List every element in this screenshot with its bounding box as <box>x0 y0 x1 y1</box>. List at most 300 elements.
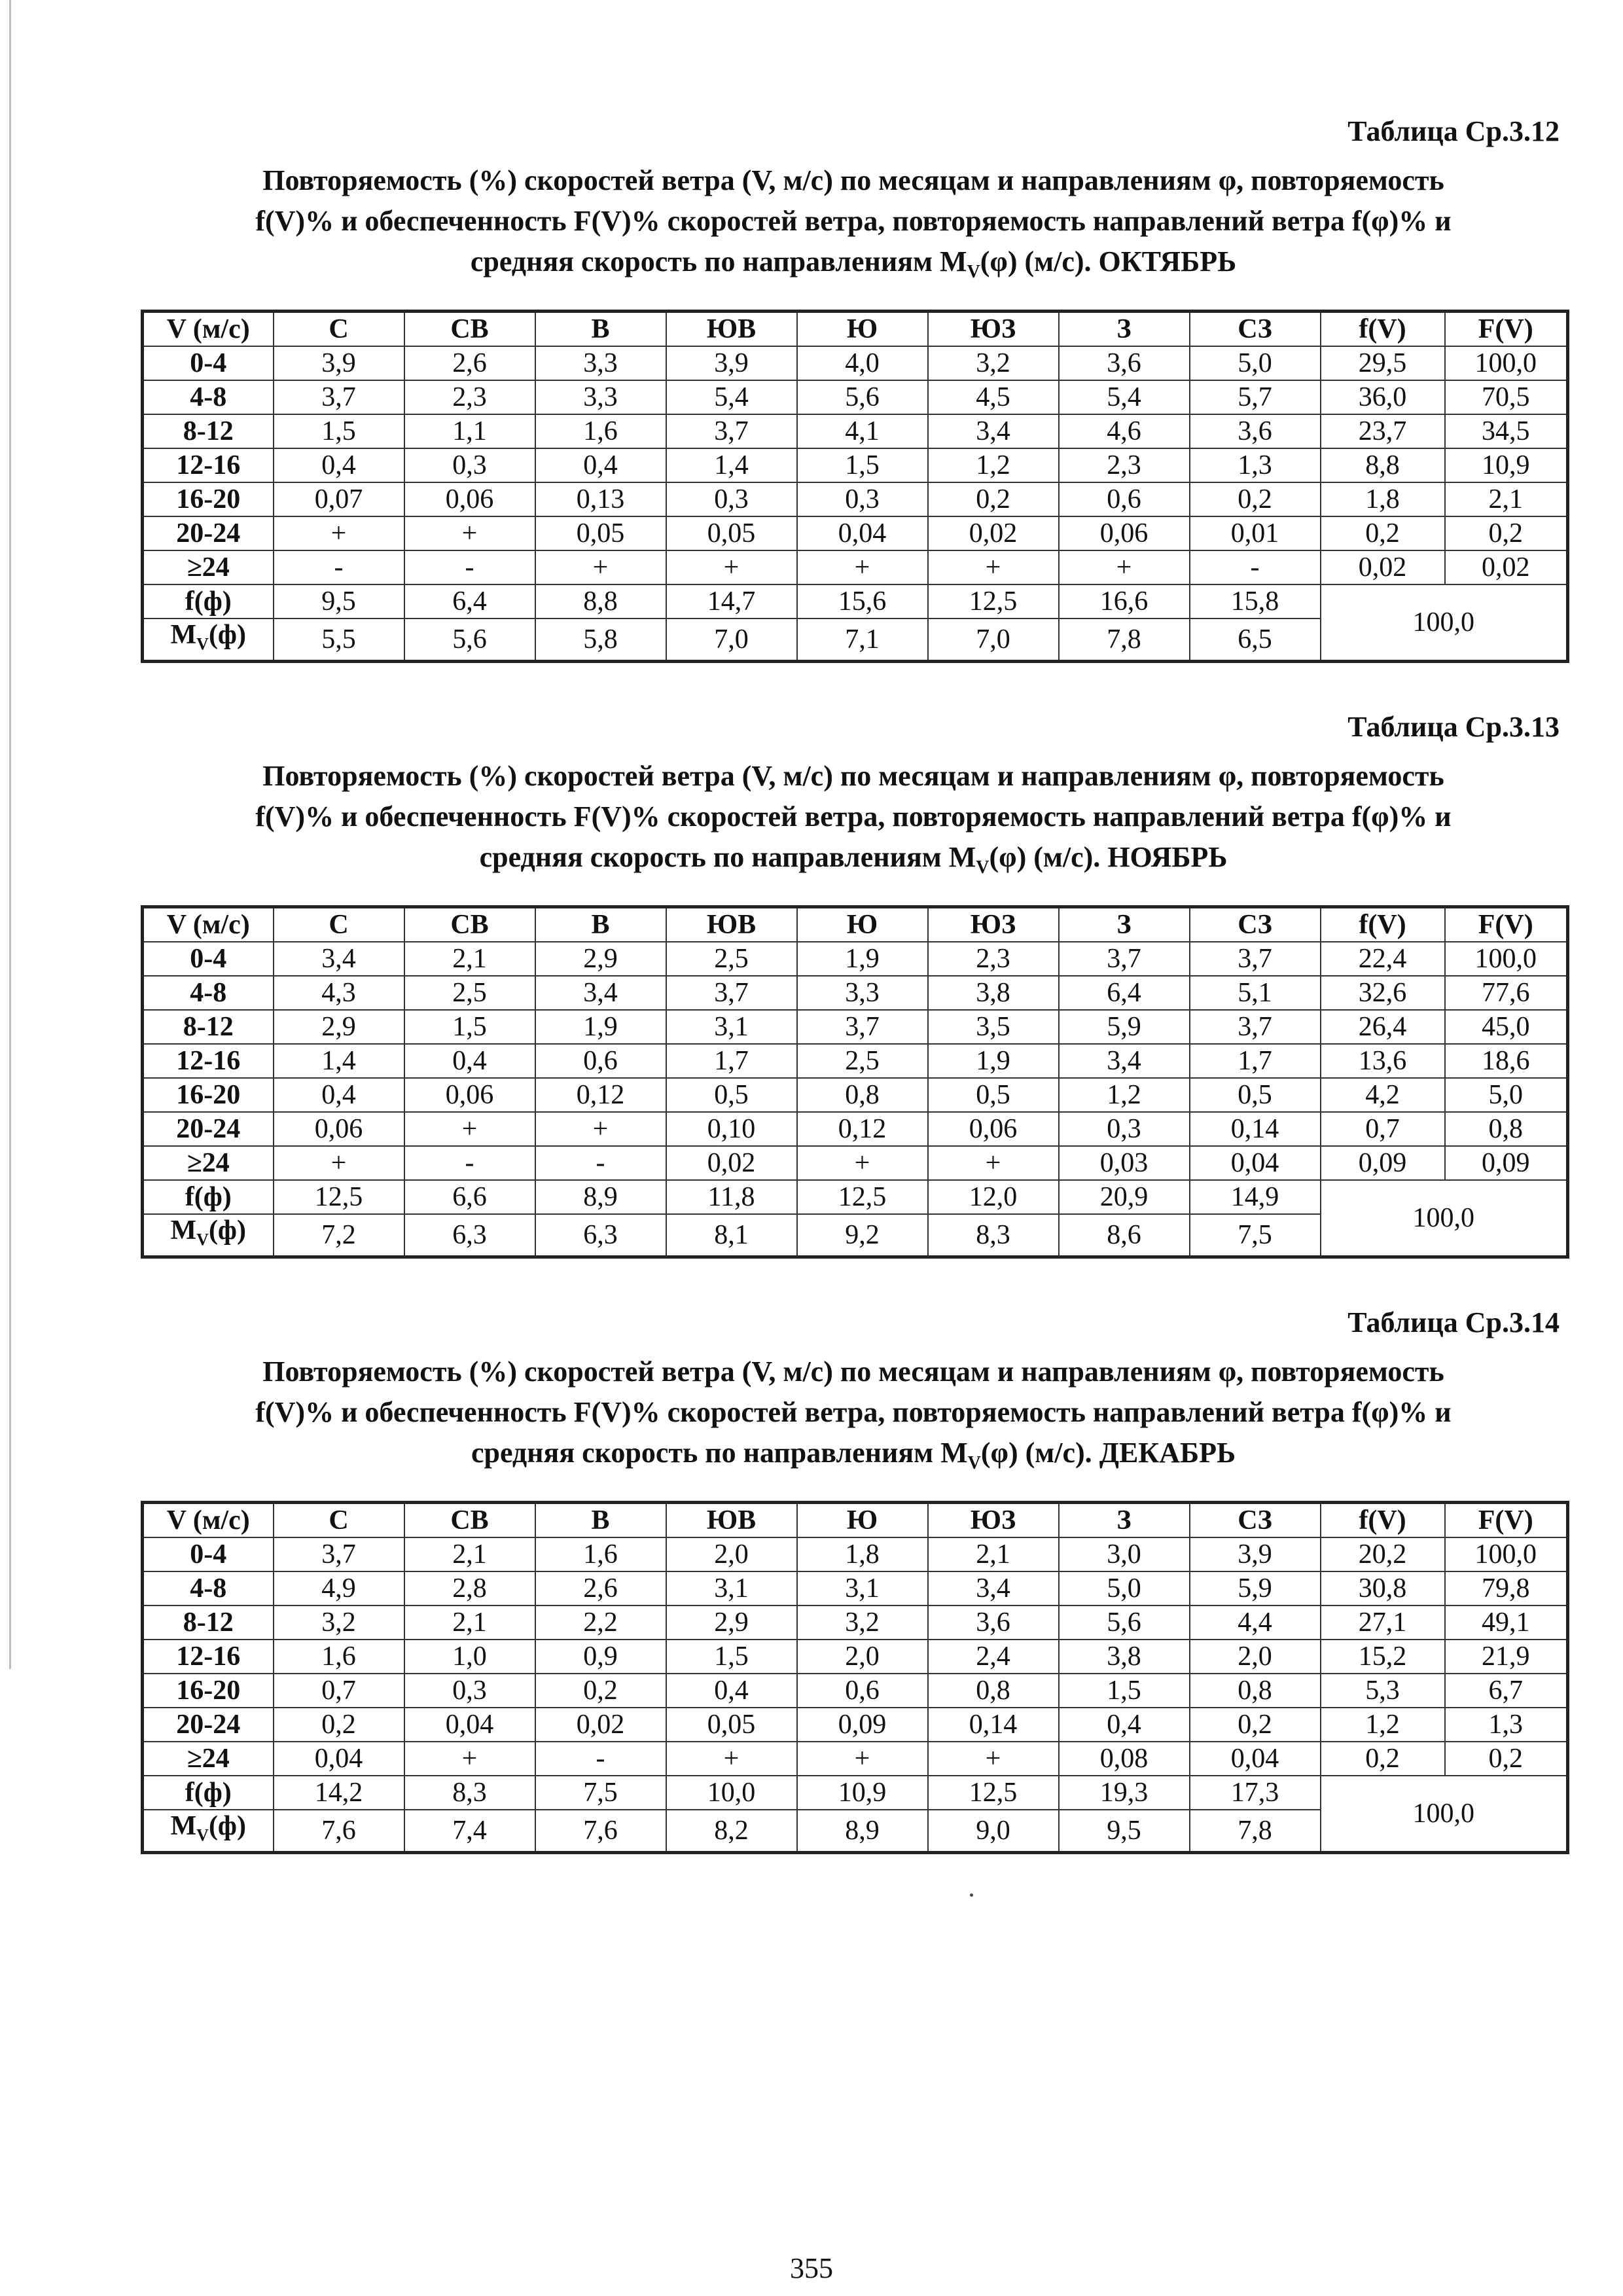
table-cell: + <box>404 1112 535 1146</box>
column-header: З <box>1059 311 1190 346</box>
table-cell: 2,0 <box>797 1640 928 1674</box>
table-cell: - <box>274 550 404 584</box>
table-cell: 8,9 <box>535 1180 666 1214</box>
table-cell: 3,0 <box>1059 1537 1190 1571</box>
table-cell: 4,9 <box>274 1571 404 1605</box>
table-cell: 2,4 <box>928 1640 1059 1674</box>
table-cell: 6,5 <box>1190 619 1321 662</box>
table-cell: 0,02 <box>1445 550 1568 584</box>
table-cell: 14,2 <box>274 1776 404 1810</box>
table-cell: 1,7 <box>1190 1044 1321 1078</box>
table-cell: 21,9 <box>1445 1640 1568 1674</box>
table-cell: 77,6 <box>1445 976 1568 1010</box>
table-cell: 0,8 <box>928 1674 1059 1708</box>
table-cell: 20,9 <box>1059 1180 1190 1214</box>
direction-frequency-row <box>143 1776 1568 1810</box>
table-cell: 12,5 <box>274 1180 404 1214</box>
table-cell: 0,5 <box>666 1078 797 1112</box>
table-cell: 0,2 <box>535 1674 666 1708</box>
table-caption <box>141 1352 1566 1484</box>
row-label: 4-8 <box>143 1571 274 1605</box>
table-row <box>143 1742 1568 1776</box>
column-header: ЮЗ <box>928 1502 1059 1537</box>
table-cell: 1,1 <box>404 414 535 448</box>
table-cell: 1,6 <box>535 414 666 448</box>
table-cell: 0,2 <box>1445 516 1568 550</box>
table-cell: 1,2 <box>928 448 1059 482</box>
table-cell: 2,0 <box>666 1537 797 1571</box>
row-label: 0-4 <box>143 942 274 976</box>
table-cell: 2,3 <box>1059 448 1190 482</box>
table-cell: 11,8 <box>666 1180 797 1214</box>
table-cell: 3,6 <box>1059 346 1190 380</box>
table-cell: - <box>404 1146 535 1180</box>
table-cell: 5,0 <box>1059 1571 1190 1605</box>
table-cell: 6,4 <box>404 584 535 619</box>
table-cell: 0,2 <box>274 1708 404 1742</box>
table-cell: 0,4 <box>404 1044 535 1078</box>
caption-line-1: Повторяемость (%) скоростей ветра (V, м/с) по месяцам и направлениям φ, повторяемость <box>262 760 1444 792</box>
table-cell: 1,6 <box>274 1640 404 1674</box>
caption-month: ДЕКАБРЬ <box>1099 1437 1236 1469</box>
table-section-december <box>141 1306 1566 1854</box>
table-row <box>143 1708 1568 1742</box>
table-cell: 3,9 <box>666 346 797 380</box>
table-cell: + <box>535 1112 666 1146</box>
table-cell: + <box>404 1742 535 1776</box>
column-header: СВ <box>404 311 535 346</box>
table-cell: 3,4 <box>928 414 1059 448</box>
table-cell: 7,4 <box>404 1810 535 1853</box>
table-cell: 3,1 <box>666 1571 797 1605</box>
table-cell: 79,8 <box>1445 1571 1568 1605</box>
column-header: Ю <box>797 1502 928 1537</box>
total-cell: 100,0 <box>1321 1180 1568 1257</box>
table-cell: 2,8 <box>404 1571 535 1605</box>
table-cell: 3,7 <box>797 1010 928 1044</box>
table-cell: 0,8 <box>1445 1112 1568 1146</box>
table-cell: 0,06 <box>1059 516 1190 550</box>
table-cell: 8,2 <box>666 1810 797 1853</box>
table-cell: 6,3 <box>404 1214 535 1257</box>
table-cell: 7,6 <box>274 1810 404 1853</box>
row-label: ≥24 <box>143 1742 274 1776</box>
row-label: 4-8 <box>143 976 274 1010</box>
table-row <box>143 1112 1568 1146</box>
table-cell: 0,3 <box>404 448 535 482</box>
table-cell: 0,6 <box>535 1044 666 1078</box>
table-cell: 0,13 <box>535 482 666 516</box>
caption-subscript: V <box>976 857 990 878</box>
table-cell: 0,9 <box>535 1640 666 1674</box>
table-cell: 1,6 <box>535 1537 666 1571</box>
row-label: ≥24 <box>143 1146 274 1180</box>
table-cell: 0,01 <box>1190 516 1321 550</box>
row-label: 0-4 <box>143 1537 274 1571</box>
table-cell: 2,1 <box>404 942 535 976</box>
row-label: f(ф) <box>143 1180 274 1214</box>
table-cell: 8,6 <box>1059 1214 1190 1257</box>
table-row <box>143 976 1568 1010</box>
table-cell: 3,6 <box>1190 414 1321 448</box>
mean-label-tail: (ф) <box>208 1215 246 1246</box>
table-cell: 7,0 <box>666 619 797 662</box>
table-cell: 0,2 <box>1190 1708 1321 1742</box>
table-cell: 5,3 <box>1321 1674 1445 1708</box>
column-header: С <box>274 1502 404 1537</box>
table-cell: 0,06 <box>928 1112 1059 1146</box>
direction-frequency-row <box>143 584 1568 619</box>
table-cell: 5,9 <box>1190 1571 1321 1605</box>
row-label: ≥24 <box>143 550 274 584</box>
table-row <box>143 1146 1568 1180</box>
table-cell: 12,0 <box>928 1180 1059 1214</box>
column-header: З <box>1059 906 1190 942</box>
table-row <box>143 550 1568 584</box>
table-cell: 10,0 <box>666 1776 797 1810</box>
column-header: ЮЗ <box>928 906 1059 942</box>
table-cell: 3,6 <box>928 1605 1059 1640</box>
column-header: F(V) <box>1445 1502 1568 1537</box>
table-cell: + <box>797 1146 928 1180</box>
table-caption <box>141 756 1566 888</box>
table-cell: 4,0 <box>797 346 928 380</box>
table-number: Таблица Ср.3.14 <box>1347 1306 1560 1338</box>
header-row <box>143 906 1568 942</box>
column-header: СЗ <box>1190 906 1321 942</box>
table-cell: 7,1 <box>797 619 928 662</box>
caption-subscript: V <box>967 1452 981 1473</box>
table-row <box>143 1010 1568 1044</box>
table-cell: 3,5 <box>928 1010 1059 1044</box>
column-header: ЮВ <box>666 311 797 346</box>
table-cell: 1,4 <box>666 448 797 482</box>
row-label: 20-24 <box>143 1112 274 1146</box>
row-label <box>143 619 274 662</box>
column-header: В <box>535 906 666 942</box>
table-cell: 10,9 <box>1445 448 1568 482</box>
column-header: З <box>1059 1502 1190 1537</box>
table-cell: 1,5 <box>666 1640 797 1674</box>
table-cell: 8,3 <box>404 1776 535 1810</box>
table-cell: + <box>1059 550 1190 584</box>
table-cell: 27,1 <box>1321 1605 1445 1640</box>
table-cell: 3,4 <box>928 1571 1059 1605</box>
table-cell: 2,9 <box>666 1605 797 1640</box>
table-cell: 2,0 <box>1190 1640 1321 1674</box>
table-cell: 12,5 <box>928 1776 1059 1810</box>
table-cell: 2,5 <box>666 942 797 976</box>
table-caption <box>141 160 1566 293</box>
table-cell: 15,8 <box>1190 584 1321 619</box>
table-cell: 0,2 <box>1190 482 1321 516</box>
table-cell: 7,5 <box>1190 1214 1321 1257</box>
column-header: СВ <box>404 1502 535 1537</box>
table-cell: 0,09 <box>1321 1146 1445 1180</box>
table-cell: 2,5 <box>404 976 535 1010</box>
table-cell: 7,6 <box>535 1810 666 1853</box>
table-cell: 3,7 <box>1059 942 1190 976</box>
table-cell: 2,6 <box>404 346 535 380</box>
column-header: V (м/с) <box>143 906 274 942</box>
table-cell: 7,2 <box>274 1214 404 1257</box>
table-cell: 0,06 <box>404 1078 535 1112</box>
table-row <box>143 1537 1568 1571</box>
table-cell: 4,3 <box>274 976 404 1010</box>
table-cell: 3,3 <box>535 380 666 414</box>
table-row <box>143 414 1568 448</box>
table-cell: + <box>797 550 928 584</box>
wind-speed-table <box>141 1501 1569 1854</box>
table-cell: 20,2 <box>1321 1537 1445 1571</box>
table-cell: 5,0 <box>1445 1078 1568 1112</box>
table-cell: 5,1 <box>1190 976 1321 1010</box>
row-label <box>143 1810 274 1853</box>
table-cell: + <box>274 1146 404 1180</box>
table-cell: 3,9 <box>274 346 404 380</box>
table-cell: 3,3 <box>797 976 928 1010</box>
table-cell: 0,5 <box>1190 1078 1321 1112</box>
table-row <box>143 1674 1568 1708</box>
table-section-november <box>141 710 1566 1259</box>
table-cell: 45,0 <box>1445 1010 1568 1044</box>
table-cell: 0,05 <box>666 516 797 550</box>
table-cell: 12,5 <box>928 584 1059 619</box>
table-cell: 3,7 <box>666 976 797 1010</box>
row-label: 4-8 <box>143 380 274 414</box>
table-cell: 2,5 <box>797 1044 928 1078</box>
row-label: 16-20 <box>143 482 274 516</box>
table-cell: 0,12 <box>535 1078 666 1112</box>
column-header: ЮВ <box>666 906 797 942</box>
column-header: Ю <box>797 311 928 346</box>
table-cell: 0,8 <box>1190 1674 1321 1708</box>
table-cell: 0,04 <box>404 1708 535 1742</box>
table-cell: 1,3 <box>1445 1708 1568 1742</box>
table-cell: 6,4 <box>1059 976 1190 1010</box>
table-cell: 1,9 <box>928 1044 1059 1078</box>
table-cell: 8,8 <box>1321 448 1445 482</box>
row-label: 8-12 <box>143 1605 274 1640</box>
table-row <box>143 516 1568 550</box>
table-cell: 9,2 <box>797 1214 928 1257</box>
table-row <box>143 380 1568 414</box>
table-cell: 15,2 <box>1321 1640 1445 1674</box>
caption-line-2: f(V)% и обеспеченность F(V)% скоростей ветра, повторяемость направлений ветра f(φ)% и <box>255 1396 1452 1428</box>
table-cell: 0,05 <box>535 516 666 550</box>
table-cell: 4,6 <box>1059 414 1190 448</box>
table-cell: 5,6 <box>1059 1605 1190 1640</box>
caption-subscript: V <box>967 261 980 282</box>
table-cell: 2,9 <box>274 1010 404 1044</box>
table-cell: 0,02 <box>535 1708 666 1742</box>
table-cell: 0,4 <box>666 1674 797 1708</box>
table-cell: 1,8 <box>1321 482 1445 516</box>
table-cell: 10,9 <box>797 1776 928 1810</box>
table-cell: 0,14 <box>928 1708 1059 1742</box>
table-cell: 0,8 <box>797 1078 928 1112</box>
table-cell: + <box>535 550 666 584</box>
column-header: F(V) <box>1445 311 1568 346</box>
table-cell: 3,2 <box>274 1605 404 1640</box>
table-cell: 0,12 <box>797 1112 928 1146</box>
table-cell: 3,1 <box>797 1571 928 1605</box>
table-cell: 8,9 <box>797 1810 928 1853</box>
caption-month: ОКТЯБРЬ <box>1098 245 1237 278</box>
table-cell: 0,02 <box>1321 550 1445 584</box>
table-cell: 2,1 <box>1445 482 1568 516</box>
table-cell: 0,07 <box>274 482 404 516</box>
table-cell: 0,02 <box>928 516 1059 550</box>
table-cell: 3,4 <box>1059 1044 1190 1078</box>
table-cell: 8,8 <box>535 584 666 619</box>
table-cell: 3,8 <box>1059 1640 1190 1674</box>
table-cell: 0,03 <box>1059 1146 1190 1180</box>
wind-speed-table <box>141 905 1569 1259</box>
table-cell: 7,8 <box>1190 1810 1321 1853</box>
column-header: СЗ <box>1190 1502 1321 1537</box>
table-cell: + <box>274 516 404 550</box>
table-cell: 3,7 <box>1190 942 1321 976</box>
table-cell: 15,6 <box>797 584 928 619</box>
column-header: В <box>535 1502 666 1537</box>
table-cell: 30,8 <box>1321 1571 1445 1605</box>
table-cell: 3,9 <box>1190 1537 1321 1571</box>
table-cell: 0,04 <box>1190 1146 1321 1180</box>
table-cell: + <box>404 516 535 550</box>
table-cell: 2,1 <box>928 1537 1059 1571</box>
table-cell: 6,7 <box>1445 1674 1568 1708</box>
table-cell: 3,1 <box>666 1010 797 1044</box>
table-cell: + <box>928 550 1059 584</box>
table-cell: 7,0 <box>928 619 1059 662</box>
table-cell: 0,2 <box>1321 516 1445 550</box>
table-cell: 0,14 <box>1190 1112 1321 1146</box>
mean-label-main: M <box>170 1810 197 1841</box>
row-label <box>143 1214 274 1257</box>
column-header: ЮВ <box>666 1502 797 1537</box>
table-cell: 0,6 <box>797 1674 928 1708</box>
table-cell: 0,04 <box>274 1742 404 1776</box>
table-row <box>143 448 1568 482</box>
table-cell: 5,6 <box>404 619 535 662</box>
row-label: 8-12 <box>143 1010 274 1044</box>
table-cell: + <box>928 1742 1059 1776</box>
header-row <box>143 1502 1568 1537</box>
table-cell: 0,2 <box>1445 1742 1568 1776</box>
table-cell: 3,2 <box>928 346 1059 380</box>
table-row <box>143 1640 1568 1674</box>
column-header: f(V) <box>1321 1502 1445 1537</box>
table-cell: 3,7 <box>274 380 404 414</box>
table-row <box>143 1044 1568 1078</box>
table-cell: 0,4 <box>274 448 404 482</box>
scan-speck <box>970 1893 973 1897</box>
table-cell: 5,4 <box>1059 380 1190 414</box>
column-header: ЮЗ <box>928 311 1059 346</box>
table-cell: 4,4 <box>1190 1605 1321 1640</box>
direction-frequency-row <box>143 1180 1568 1214</box>
table-cell: + <box>797 1742 928 1776</box>
table-cell: 36,0 <box>1321 380 1445 414</box>
table-cell: 0,02 <box>666 1146 797 1180</box>
table-cell: + <box>666 1742 797 1776</box>
column-header: V (м/с) <box>143 311 274 346</box>
table-row <box>143 1571 1568 1605</box>
table-cell: 3,8 <box>928 976 1059 1010</box>
table-cell: 1,4 <box>274 1044 404 1078</box>
caption-line-3b: (φ) (м/с). <box>980 245 1099 278</box>
table-cell: 6,6 <box>404 1180 535 1214</box>
table-cell: 3,7 <box>666 414 797 448</box>
table-cell: 70,5 <box>1445 380 1568 414</box>
table-cell: 32,6 <box>1321 976 1445 1010</box>
table-cell: + <box>666 550 797 584</box>
column-header: С <box>274 906 404 942</box>
table-cell: 2,9 <box>535 942 666 976</box>
table-cell: 5,6 <box>797 380 928 414</box>
total-cell: 100,0 <box>1321 1776 1568 1853</box>
table-cell: 0,04 <box>797 516 928 550</box>
mean-label-tail: (ф) <box>208 619 246 650</box>
caption-line-2: f(V)% и обеспеченность F(V)% скоростей ветра, повторяемость направлений ветра f(φ)% и <box>255 800 1452 833</box>
table-cell: 0,3 <box>404 1674 535 1708</box>
table-cell: 0,6 <box>1059 482 1190 516</box>
table-cell: 5,5 <box>274 619 404 662</box>
table-cell: 2,3 <box>404 380 535 414</box>
table-cell: 19,3 <box>1059 1776 1190 1810</box>
table-cell: 17,3 <box>1190 1776 1321 1810</box>
table-cell: 22,4 <box>1321 942 1445 976</box>
table-cell: 1,5 <box>404 1010 535 1044</box>
page-number: 355 <box>790 2252 833 2284</box>
table-cell: 1,0 <box>404 1640 535 1674</box>
row-label: 12-16 <box>143 1640 274 1674</box>
mean-label-main: M <box>170 1215 197 1246</box>
table-cell: 6,3 <box>535 1214 666 1257</box>
mean-label-tail: (ф) <box>208 1810 246 1841</box>
column-header: В <box>535 311 666 346</box>
row-label: 8-12 <box>143 414 274 448</box>
table-cell: 0,06 <box>404 482 535 516</box>
wind-speed-table <box>141 310 1569 663</box>
table-cell: 3,4 <box>535 976 666 1010</box>
table-row <box>143 942 1568 976</box>
table-cell: 5,4 <box>666 380 797 414</box>
table-cell: 7,5 <box>535 1776 666 1810</box>
table-cell: 5,0 <box>1190 346 1321 380</box>
table-number: Таблица Ср.3.12 <box>1347 115 1560 147</box>
table-cell: 1,8 <box>797 1537 928 1571</box>
table-cell: 0,4 <box>274 1078 404 1112</box>
table-cell: 1,5 <box>1059 1674 1190 1708</box>
table-cell: 1,9 <box>535 1010 666 1044</box>
caption-line-3a: средняя скорость по направлениям M <box>471 1437 968 1469</box>
table-cell: 29,5 <box>1321 346 1445 380</box>
table-cell: 0,09 <box>797 1708 928 1742</box>
table-cell: 4,2 <box>1321 1078 1445 1112</box>
table-cell: 3,2 <box>797 1605 928 1640</box>
column-header: СВ <box>404 906 535 942</box>
table-cell: 13,6 <box>1321 1044 1445 1078</box>
table-row <box>143 1605 1568 1640</box>
table-cell: 16,6 <box>1059 584 1190 619</box>
caption-line-2: f(V)% и обеспеченность F(V)% скоростей ветра, повторяемость направлений ветра f(φ)% и <box>255 205 1452 237</box>
table-cell: 0,06 <box>274 1112 404 1146</box>
table-cell: 9,5 <box>1059 1810 1190 1853</box>
caption-line-3b: (φ) (м/с). <box>989 841 1108 873</box>
table-cell: 3,7 <box>274 1537 404 1571</box>
